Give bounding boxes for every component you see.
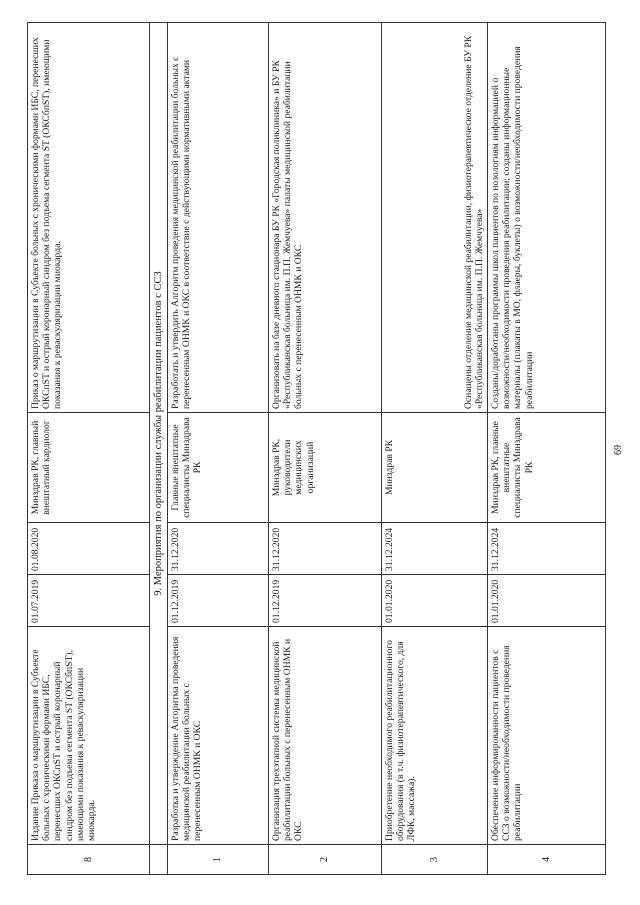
table-row	[168, 23, 269, 875]
end-date-cell: 01.08.2020	[28, 523, 150, 575]
start-date-cell: 01.12.2019	[269, 575, 382, 627]
end-date-cell: 31.12.2020	[168, 523, 269, 575]
end-date-cell: 31.12.2020	[269, 523, 382, 575]
rotated-table-frame	[27, 23, 605, 875]
start-date-cell: 01.01.2020	[488, 575, 606, 627]
action-cell: Организация трехэтапной системы медицинской реабилитации больных с перенесенным ОНМК и ОКС	[269, 627, 382, 845]
result-cell: Приказ о маршрутизации в Субъекте больных с хроническими формами ИБС, перенесших ОКСпST и острый коронарный синдром без подъема сегмента ST (ОКСбпST), имеющими показания к реваскуляризации миокарда.	[28, 23, 150, 413]
row-number: 4	[488, 845, 606, 875]
page-number: 69	[613, 445, 624, 455]
row-number: 1	[168, 845, 269, 875]
end-date-cell: 31.12.2024	[488, 523, 606, 575]
action-cell: Разработка и утверждение Алгоритма проведения медицинской реабилитации больных с перенесенным ОНМК и ОКС	[168, 627, 269, 845]
row-number: 2	[269, 845, 382, 875]
action-cell: Обеспечение информированности пациентов с ССЗ о возможности/необходимости проведения реабилитации	[488, 627, 606, 845]
action-cell: Приобретение необходимого реабилитационного оборудования (в т.ч. физиотерапевтического, для ЛФК, массажа).	[382, 627, 488, 845]
row-number: 8	[28, 845, 150, 875]
result-cell: Оснащены отделение медицинской реабилитации, физиотерапевтическое отделение БУ РК «Республиканская больница им. П.П. Жемчуева»	[382, 23, 488, 413]
start-date-cell: 01.07.2019	[28, 575, 150, 627]
section-row	[150, 23, 168, 875]
result-cell: Разработать и утвердить Алгоритм проведения медицинской реабилитации больных с перенесенным ОНМК и ОКС в соответствие с действующими нормативными актами	[168, 23, 269, 413]
action-cell: Издание Приказа о маршрутизации в Субъекте больных с хроническими формами ИБС, перенесших ОКСпST и острый коронарный синдром без подъема сегмента ST (ОКСбпST), имеющими показания к реваскуляризации миокарда.	[28, 627, 150, 845]
table-row	[488, 23, 606, 875]
section-number-cell	[150, 845, 168, 875]
end-date-cell: 31.12.2024	[382, 523, 488, 575]
row-number: 3	[382, 845, 488, 875]
measures-table	[27, 22, 606, 875]
result-cell: Созданы/доработаны программы школ пациентов по нозологиям информацией о возможности/необходимости проведения реабилитации; созданы информационные материалы (плакаты в МО, флаеры, буклеты) о возможности/необходимости проведения реабилитации	[488, 23, 606, 413]
responsible-cell: Минздрав РК	[382, 413, 488, 523]
table-row	[269, 23, 382, 875]
table-row	[382, 23, 488, 875]
responsible-cell: Минздрав РК, руководители медицинских организаций	[269, 413, 382, 523]
responsible-cell: Минздрав РК, главные внештатные специалисты Минздрава РК	[488, 413, 606, 523]
table-row	[28, 23, 150, 875]
responsible-cell: Минздрав РК, главный внештатный кардиолог	[28, 413, 150, 523]
section-title: 9. Мероприятия по организации службы реабилитации пациентов с ССЗ	[150, 23, 168, 845]
result-cell: Организовать на базе дневного стационара БУ РК «Городская поликлиника» и БУ РК «Республиканская больница им. П.П. Жемчуева» палаты медицинской реабилитации больных с перенесенным ОНМК и ОКС	[269, 23, 382, 413]
start-date-cell: 01.12.2019	[168, 575, 269, 627]
responsible-cell: Главные внештатные специалисты Минздрава РК	[168, 413, 269, 523]
start-date-cell: 01.01.2020	[382, 575, 488, 627]
